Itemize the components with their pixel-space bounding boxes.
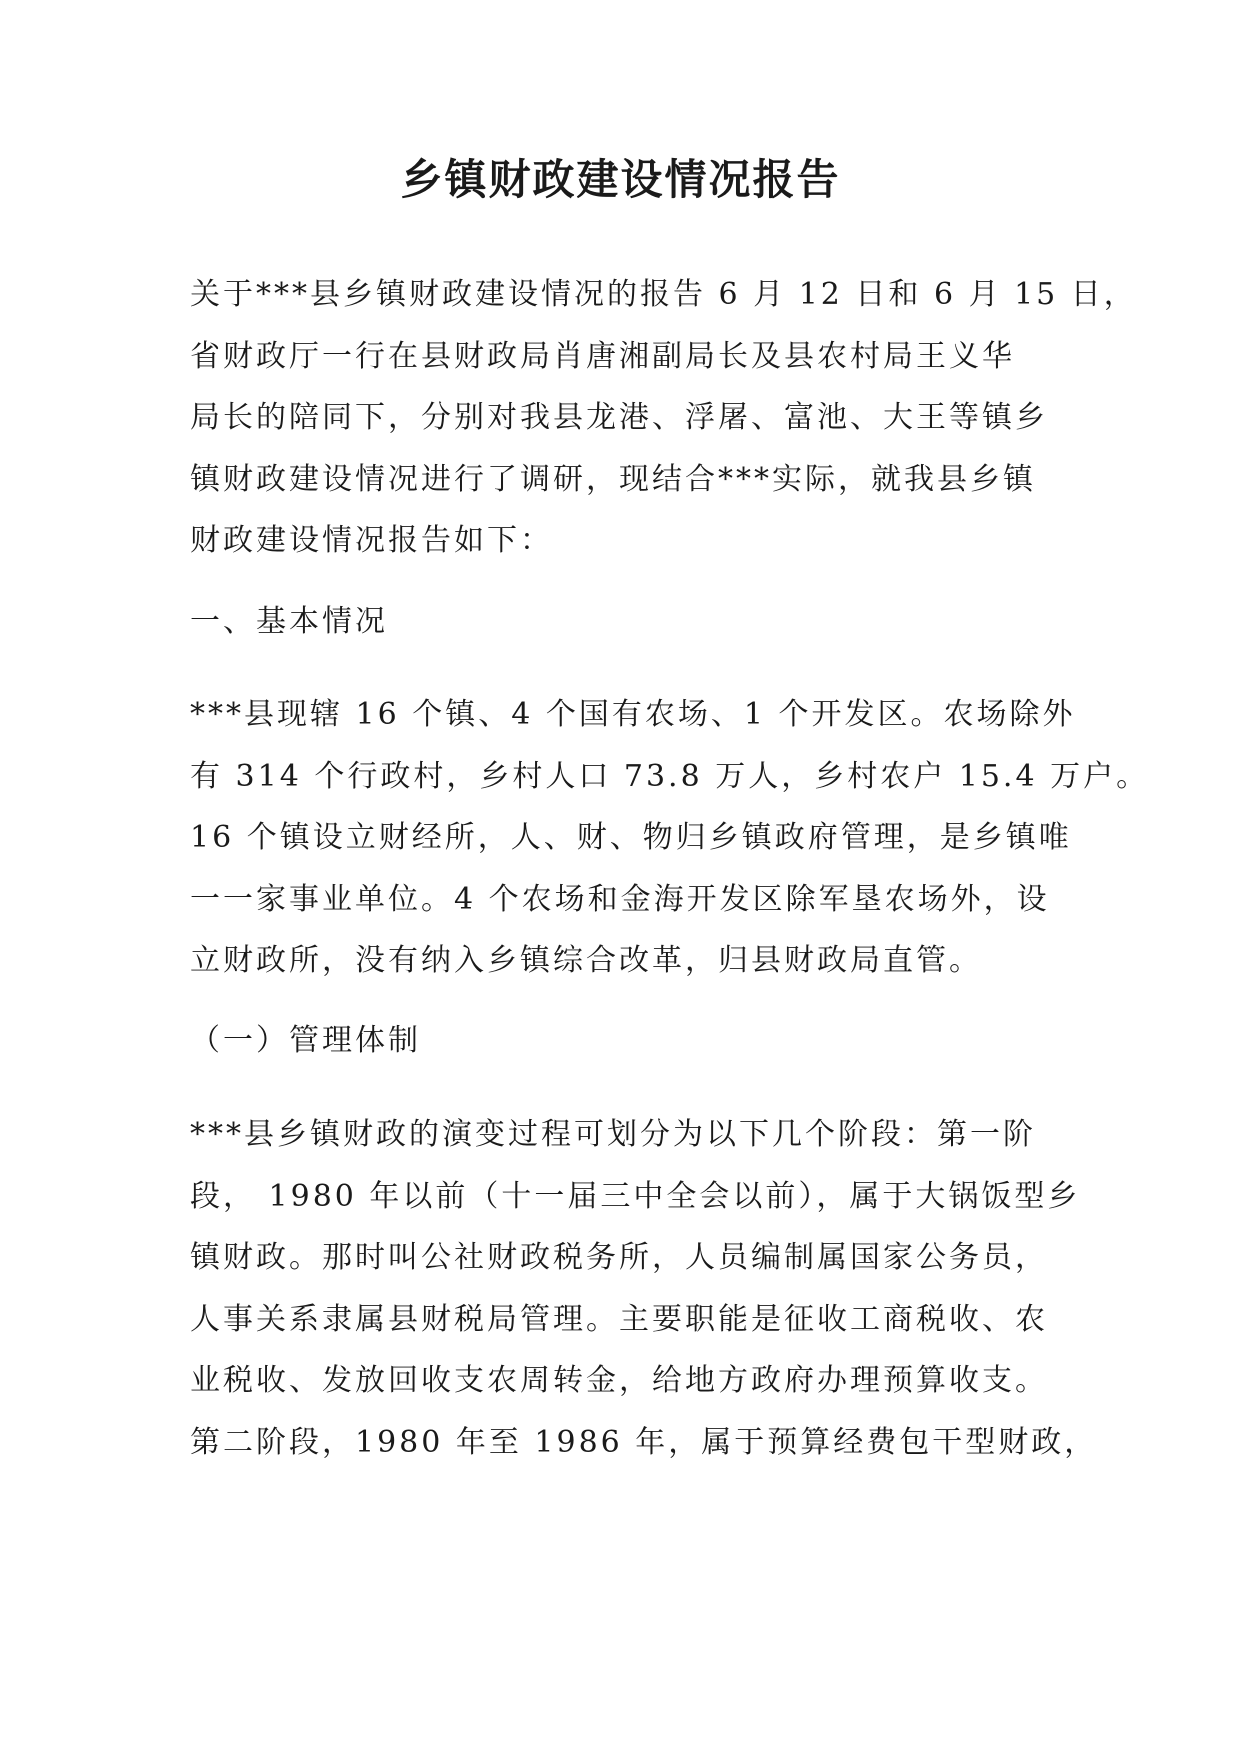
text-line: ***县乡镇财政的演变过程可划分为以下几个阶段：第一阶 <box>190 1117 1036 1152</box>
management-paragraph <box>190 1104 1098 1473</box>
text-line: 关于***县乡镇财政建设情况的报告 6 月 12 日和 6 月 15 日， <box>190 277 1137 312</box>
intro-paragraph <box>190 264 1137 572</box>
text-line: 有 314 个行政村，乡村人口 73.8 万人，乡村农户 15.4 万户。 <box>190 758 1150 794</box>
text-line: 镇财政建设情况进行了调研，现结合***实际，就我县乡镇 <box>190 461 1036 497</box>
text-line: 镇财政。那时叫公社财政税务所，人员编制属国家公务员， <box>190 1240 1048 1275</box>
text-line: 财政建设情况报告如下： <box>190 523 553 558</box>
text-line: 省财政厅一行在县财政局肖唐湘副局长及县农村局王义华 <box>190 338 1015 374</box>
text-line: ***县现辖 16 个镇、4 个国有农场、1 个开发区。农场除外 <box>190 697 1076 732</box>
section-heading-basic: 一、基本情况 <box>190 604 388 639</box>
text-line: 段， 1980 年以前（十一届三中全会以前），属于大锅饭型乡 <box>190 1178 1081 1214</box>
subsection-heading-management: （一）管理体制 <box>190 1023 421 1058</box>
text-line: 第二阶段，1980 年至 1986 年，属于预算经费包干型财政， <box>190 1424 1098 1460</box>
text-line: 16 个镇设立财经所，人、财、物归乡镇政府管理，是乡镇唯 <box>190 820 1072 855</box>
text-line: 一一家事业单位。4 个农场和金海开发区除军垦农场外，设 <box>190 881 1050 917</box>
basic-info-paragraph <box>190 684 1150 992</box>
text-line: 业税收、发放回收支农周转金，给地方政府办理预算收支。 <box>190 1363 1048 1398</box>
text-line: 局长的陪同下，分别对我县龙港、浮屠、富池、大王等镇乡 <box>190 400 1048 435</box>
text-line: 人事关系隶属县财税局管理。主要职能是征收工商税收、农 <box>190 1301 1048 1337</box>
text-line: 立财政所，没有纳入乡镇综合改革，归县财政局直管。 <box>190 943 982 978</box>
document-title: 乡镇财政建设情况报告 <box>400 155 841 204</box>
